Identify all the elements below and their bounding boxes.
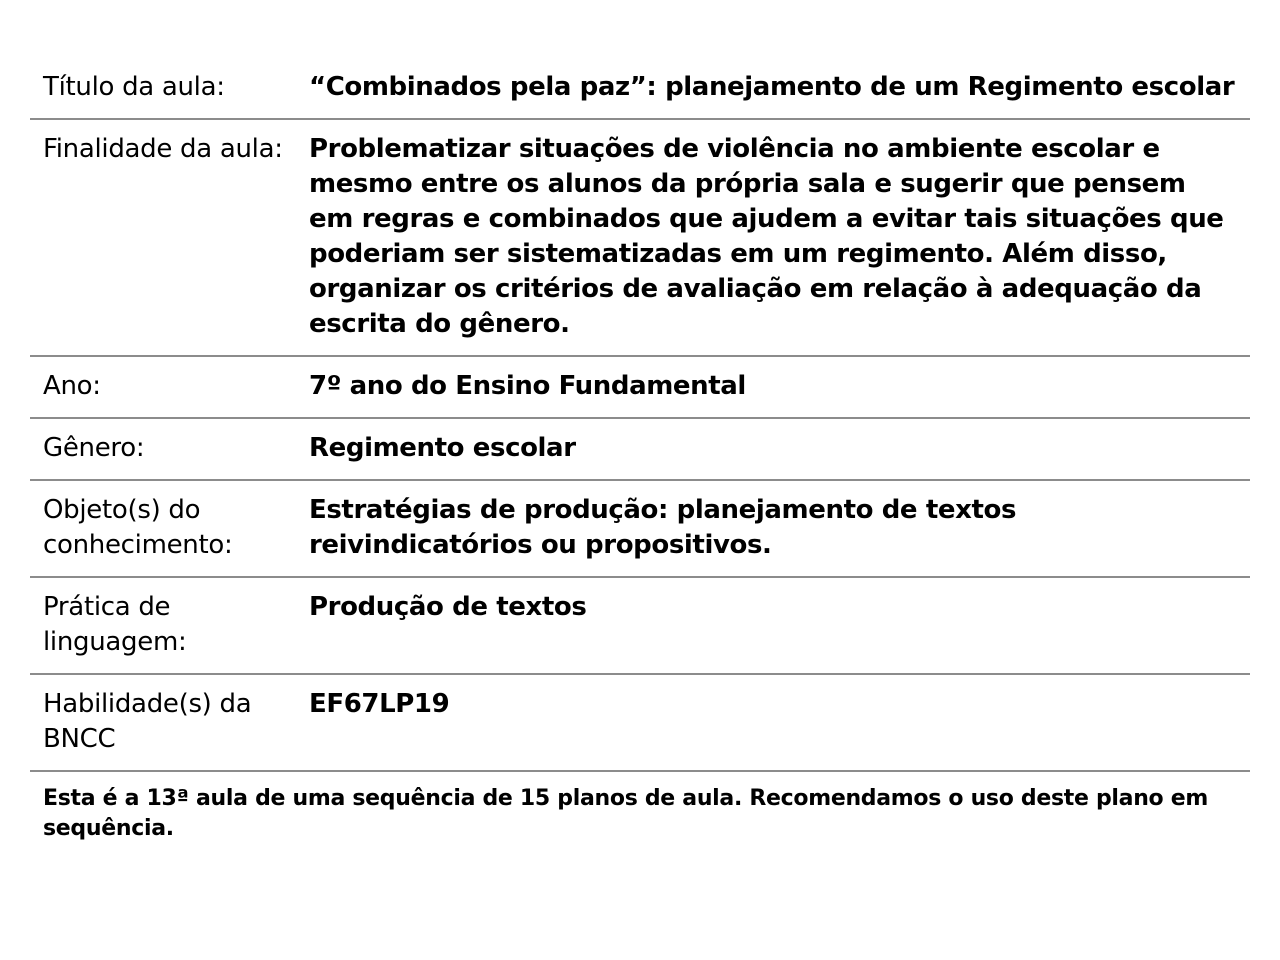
row-genre [30, 418, 1250, 480]
row-school-year [30, 356, 1250, 418]
language-practice-label: Prática de linguagem: [43, 592, 187, 657]
language-practice-value: Produção de textos [309, 592, 587, 622]
knowledge-object-value: Estratégias de produção: planejamento de textos reivindicatórios ou propositivos. [309, 495, 1017, 560]
row-knowledge-object [30, 480, 1250, 577]
lesson-title-label: Título da aula: [43, 72, 225, 102]
knowledge-object-label: Objeto(s) do conhecimento: [43, 495, 233, 560]
row-bncc-skills [30, 674, 1250, 771]
genre-label: Gênero: [43, 433, 145, 463]
lesson-plan-table [30, 58, 1250, 772]
genre-value: Regimento escolar [309, 433, 576, 463]
row-language-practice [30, 577, 1250, 674]
school-year-label: Ano: [43, 371, 101, 401]
bncc-skills-label: Habilidade(s) da BNCC [43, 689, 252, 754]
bncc-skills-value: EF67LP19 [309, 689, 450, 719]
lesson-plan-sheet [30, 58, 1250, 844]
lesson-title-value: “Combinados pela paz”: planejamento de um Regimento escolar [309, 72, 1235, 102]
lesson-purpose-label: Finalidade da aula: [43, 134, 283, 164]
sequence-note: Esta é a 13ª aula de uma sequência de 15 planos de aula. Recomendamos o uso deste plano em sequência. [43, 786, 1208, 841]
school-year-value: 7º ano do Ensino Fundamental [309, 371, 746, 401]
row-lesson-purpose [30, 119, 1250, 356]
lesson-purpose-value: Problematizar situações de violência no ambiente escolar e mesmo entre os alunos da própria sala e sugerir que pensem em regras e combinados que ajudem a evitar tais situações que poderiam ser sistematizadas em um regimento. Além disso, organizar os critérios de avaliação em relação à adequação da escrita do gênero. [309, 134, 1224, 339]
row-lesson-title [30, 58, 1250, 119]
